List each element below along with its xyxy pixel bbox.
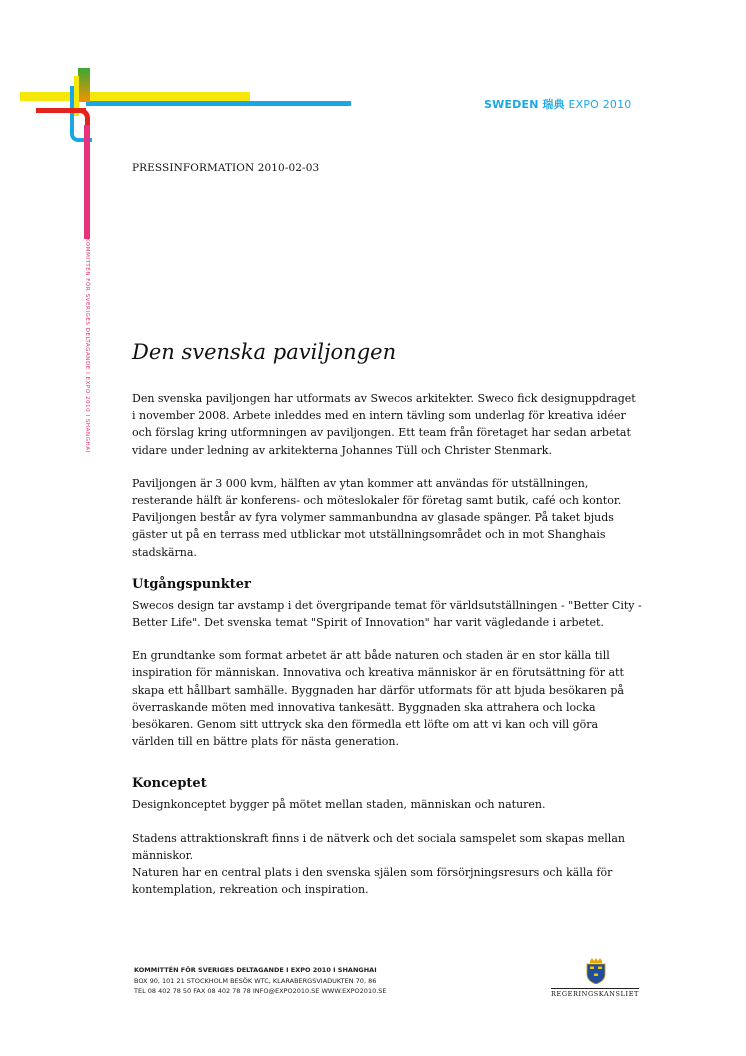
logo-brand: SWEDEN [484, 98, 539, 111]
sidebar-vertical-text: KOMMITTÉN FÖR SVERIGES DELTAGANDE I EXPO 2010 I SHANGHAI [84, 238, 90, 453]
section2-paragraph-3: Naturen har en central plats i den svenska själen som försörjningsresurs och källa för kontemplation, rekreation och inspiration. [132, 866, 613, 897]
press-info-date: PRESSINFORMATION 2010-02-03 [132, 162, 320, 174]
three-crowns-crest-icon [585, 958, 607, 984]
body-content [132, 390, 642, 914]
section1-paragraph-1: Swecos design tar avstamp i det övergripande temat för världsutställningen - "Better City - Better Life". Det svenska temat "Spirit of Innovation" har varit vägledande i arbetet. [132, 598, 642, 630]
bar-yellow-horizontal [20, 92, 250, 101]
section2-paragraph-2: Stadens attraktionskraft finns i de nätverk och det sociala samspelet som skapas mellan människor. [132, 831, 625, 862]
footer-contact-line: TEL 08 402 78 50 FAX 08 402 78 78 INFO@EXPO2010.SE WWW.EXPO2010.SE [134, 987, 387, 995]
page-title: Den svenska paviljongen [132, 340, 397, 364]
sweden-expo-logo [484, 96, 632, 112]
footer-address-line: BOX 90, 101 21 STOCKHOLM BESÖK WTC, KLARABERGSVIADUKTEN 70, 86 [134, 976, 377, 985]
section2-paragraph-1: Designkonceptet bygger på mötet mellan staden, människan och naturen. [132, 798, 546, 812]
intro-paragraph-1: Den svenska paviljongen har utformats av Swecos arkitekter. Sweco fick designuppdraget i november 2008. Arbete inleddes med en intern tävling som underlag för kreativa idéer och förslag kring utformningen av paviljongen. Ett team från företaget har sedan arbetat vidare under ledning av arkitekterna Johannes Tüll och Christer Stenmark. [132, 392, 636, 457]
bar-magenta-vertical [84, 125, 90, 239]
regeringskansliet-label: REGERINGSKANSLIET [551, 990, 639, 998]
bar-blue-horizontal [86, 101, 351, 106]
logo-event: EXPO 2010 [568, 98, 632, 111]
bar-green-vertical [78, 68, 90, 102]
intro-paragraph-2: Paviljongen är 3 000 kvm, hälften av ytan kommer att användas för utställningen, resterande hälft är konferens- och möteslokaler för företag samt butik, café och kontor. Paviljongen består av fyra volymer sammanbundna av glasade spänger. På taket bjuds gäster ut på en terrass med utblickar mot utställningsområdet och in mot Shanghais stadskärna. [132, 476, 622, 559]
section1-paragraph-2: En grundtanke som format arbetet är att både naturen och staden är en stor källa till inspiration för människan. Innovativa och kreativa människor är en förutsättning för att skapa ett hållbart samhälle. Byggnaden har därför utformats för att bjuda besökaren på överraskande möten med innovativa tankesätt. Byggnaden ska attrahera och locka besökaren. Genom sitt uttryck ska den förmedla ett löfte om att vi kan och vill göra världen till en bättre plats för nästa generation. [132, 649, 624, 749]
section-heading-utgangspunkter: Utgångspunkter [132, 576, 251, 592]
footer-org: KOMMITTÉN FÖR SVERIGES DELTAGANDE I EXPO 2010 I SHANGHAI [134, 966, 377, 974]
footer-address [134, 965, 387, 997]
section-heading-konceptet: Konceptet [132, 776, 207, 792]
logo-chinese: 瑞典 [542, 98, 565, 111]
